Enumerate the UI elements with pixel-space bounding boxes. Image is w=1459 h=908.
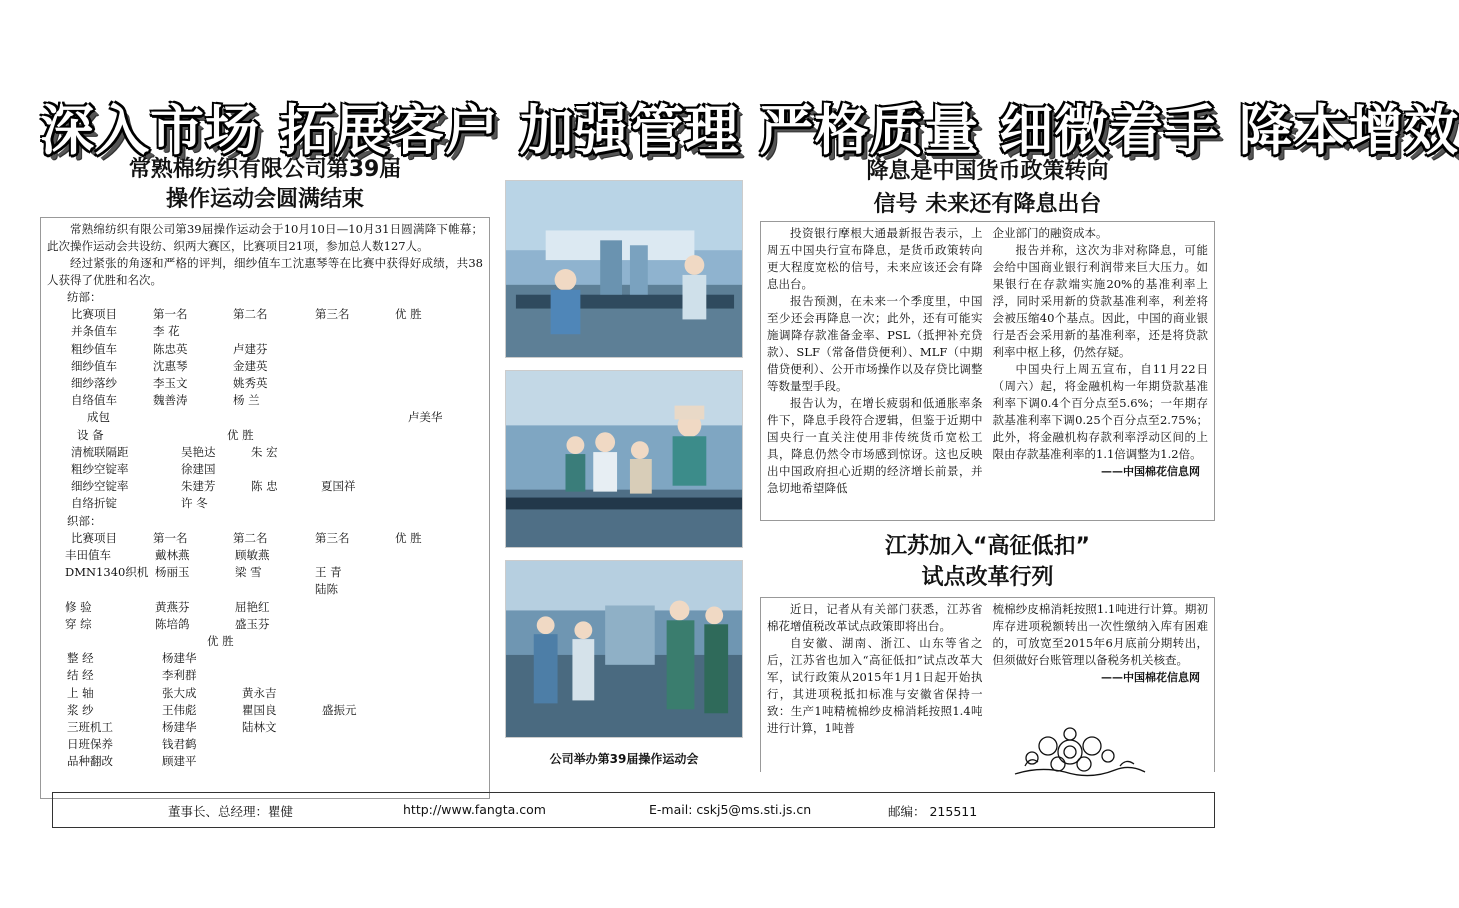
result-cell <box>395 341 455 358</box>
result-cell: 姚秀英 <box>233 376 268 391</box>
photo-caption: 公司举办第39届操作运动会 <box>549 752 699 766</box>
result-cell: 第三名 <box>315 307 350 322</box>
result-cell <box>315 392 395 409</box>
right-top-paragraph: 报告并称，这次为非对称降息，可能会给中国商业银行利润带来巨大压力。如果银行在存款端实施20%的基准利率上浮，同时采用新的贷款基准利率，利差将会被压缩40个基点。因此，中国的商业银行是否会采用新的基准利率，还是将贷款利率中枢上移，仍然存疑。 <box>992 243 1208 359</box>
weave-result-row <box>47 702 483 719</box>
footer-website[interactable]: http://www.fangta.com <box>403 802 546 817</box>
result-cell: 清梳联隔距 <box>71 444 129 459</box>
right-top-paragraph: 报告预测，在未来一个季度里，中国至少还会再降息一次；此外，还有可能实施调降存款准备金率、PSL（抵押补充贷款）、SLF（常备借贷便利）、MLF（中期借贷便利）、公开市场操作以及存贷比调整等数量型手段。 <box>767 294 983 393</box>
result-cell: 成包 <box>87 410 110 425</box>
result-cell <box>395 547 455 564</box>
footer-chairman: 董事长、总经理：瞿健 <box>168 804 294 819</box>
result-cell: 朱建芳 <box>181 479 216 494</box>
result-cell <box>235 581 315 598</box>
right-bottom-col-2 <box>993 601 1209 737</box>
result-cell <box>395 564 455 581</box>
result-cell: 徐建国 <box>181 462 216 477</box>
footer-email[interactable]: E-mail: cskj5@ms.sti.js.cn <box>649 802 812 817</box>
result-cell <box>322 650 412 667</box>
right-top-paragraph: 中国央行上周五宣布，自11月22日（周六）起，将金融机构一年期贷款基准利率下调0.4个百分点至5.6%；一年期存款基准利率下调0.25个百分点至2.75%；此外，将金融机构存款利率浮动区间的上限由存款基准利率的1.1倍调整为1.2倍。 <box>992 362 1208 461</box>
result-cell <box>315 341 395 358</box>
result-cell: 结 经 <box>67 668 94 683</box>
weave-section-label: 织部： <box>67 513 102 528</box>
weave-youxiu-row <box>47 633 483 650</box>
result-cell <box>322 667 412 684</box>
result-cell: 卢美华 <box>407 410 443 425</box>
result-cell: 自络值车 <box>71 393 117 408</box>
result-cell: 三班机工 <box>67 720 113 735</box>
result-cell: 沈惠琴 <box>153 358 188 373</box>
result-cell <box>322 736 412 753</box>
photo-spinning-floor <box>505 180 743 358</box>
result-cell <box>242 753 322 770</box>
weave-result-row <box>47 616 483 633</box>
spin-result-row <box>47 323 483 340</box>
result-cell <box>67 633 207 650</box>
result-cell: 顾敏燕 <box>235 548 270 563</box>
result-cell: 细纱落纱 <box>71 376 117 391</box>
left-title-line-1: 常熟棉纺织有限公司第39届 <box>128 157 402 182</box>
photo-column <box>505 180 743 767</box>
result-cell <box>321 444 401 461</box>
result-cell: 许 冬 <box>181 496 208 511</box>
result-cell <box>322 719 412 736</box>
result-cell: 细纱空锭率 <box>71 479 129 494</box>
result-cell: 设 备 <box>77 427 104 442</box>
result-cell: 优 胜 <box>227 427 254 442</box>
right-bottom-col-1 <box>767 601 983 737</box>
right-top-title <box>760 155 1215 221</box>
result-cell <box>242 667 322 684</box>
result-cell <box>207 427 227 444</box>
spin-result-row <box>47 375 483 392</box>
result-cell: 并条值车 <box>71 324 117 339</box>
right-top-paragraph: 企业部门的融资成本。 <box>992 226 1108 240</box>
weave-result-row <box>47 581 483 598</box>
result-cell <box>322 685 412 702</box>
footer-bar <box>52 792 1215 828</box>
result-cell: 陈忠英 <box>153 341 188 356</box>
result-cell: 屈艳红 <box>235 599 270 614</box>
result-cell: 盛振元 <box>322 702 357 717</box>
result-cell: 上 轴 <box>67 685 94 700</box>
spin-section-label: 纺部： <box>67 290 102 304</box>
result-cell: 戴林燕 <box>155 548 190 563</box>
right-bottom-title-line-1: 江苏加入“高征低扣” <box>885 534 1090 559</box>
result-cell: 黄永吉 <box>242 685 277 700</box>
result-cell: 自络折锭 <box>71 496 117 511</box>
result-cell <box>233 323 315 340</box>
right-bottom-title <box>760 531 1215 593</box>
result-cell <box>315 599 395 616</box>
result-cell <box>295 409 370 426</box>
result-cell: 细纱值车 <box>71 358 117 373</box>
result-cell: 第一名 <box>153 530 188 545</box>
result-cell <box>395 392 455 409</box>
result-cell: 吴艳达 <box>181 444 216 459</box>
weave-result-row <box>47 736 483 753</box>
left-article-body <box>47 221 483 289</box>
equip-result-row <box>47 495 483 512</box>
weave-result-row <box>47 685 483 702</box>
right-bottom-paragraph: 梳棉纱皮棉消耗按照1.1吨进行计算。期初库存进项税额转出一次性缴纳入库有困难的，可放宽至2015年6月底前分期转出，但须做好台账管理以备税务机关核查。 <box>992 602 1208 667</box>
weave-header-row <box>47 530 483 547</box>
weave-result-row <box>47 599 483 616</box>
left-paragraph: 经过紧张的角逐和严格的评判，细纱值车工沈惠琴等在比赛中获得好成绩，共38人获得了优胜和名次。 <box>47 256 483 287</box>
result-cell <box>155 581 235 598</box>
result-cell <box>315 323 395 340</box>
result-cell: 浆 纱 <box>67 702 94 717</box>
left-article-title <box>40 155 490 215</box>
footer-postcode: 邮编： 215511 <box>888 804 978 819</box>
result-cell: 整 经 <box>67 651 94 666</box>
result-cell: 第一名 <box>153 307 188 322</box>
result-cell <box>321 461 401 478</box>
right-column <box>760 155 1215 795</box>
result-cell: 第三名 <box>315 530 350 545</box>
result-cell: 朱 宏 <box>251 444 278 459</box>
left-article-box <box>40 217 490 799</box>
result-cell: 陆陈 <box>315 582 338 597</box>
result-cell: 盛玉芬 <box>235 616 270 631</box>
spin-result-row <box>47 358 483 375</box>
result-cell: 杨建华 <box>162 720 197 735</box>
result-cell: 夏国祥 <box>321 479 356 494</box>
result-cell <box>65 581 155 598</box>
result-cell: 杨建华 <box>162 651 197 666</box>
weave-result-row <box>47 564 483 581</box>
result-cell: 穿 综 <box>65 616 92 631</box>
result-cell: 顾建平 <box>162 754 197 769</box>
result-cell <box>395 358 455 375</box>
result-cell <box>370 409 408 426</box>
result-cell <box>315 358 395 375</box>
result-cell <box>395 616 455 633</box>
result-cell: 梁 雪 <box>235 565 262 580</box>
result-cell: 李玉文 <box>153 376 188 391</box>
right-top-paragraph: 报告认为，在增长疲弱和低通胀率条件下，降息手段符合逻辑，但鉴于近期中国央行一直关注使用非传统货币宽松工具，降息仍然令市场感到惊讶。这也反映出中国政府担心近期的经济增长前景，并急切地希望降低 <box>767 396 983 495</box>
right-top-title-line-1: 降息是中国货币政策转向 <box>866 159 1109 184</box>
result-cell: 张大成 <box>162 685 197 700</box>
result-cell <box>242 650 322 667</box>
result-cell: 瞿国良 <box>242 702 277 717</box>
result-cell: 陈 忠 <box>251 479 278 494</box>
result-cell: 品种翻改 <box>67 754 113 769</box>
result-cell: 日班保养 <box>67 737 113 752</box>
page-headline: 深入市场 拓展客户 加强管理 严格质量 细微着手 降本增效 <box>40 99 1459 162</box>
equip-result-row <box>47 478 483 495</box>
result-cell <box>395 323 455 340</box>
weave-result-row <box>47 667 483 684</box>
right-bottom-title-line-2: 试点改革行列 <box>921 565 1054 590</box>
result-cell: 丰田值车 <box>65 548 111 563</box>
result-cell <box>395 599 455 616</box>
result-cell: 比赛项目 <box>71 530 117 545</box>
spin-header-row <box>47 306 483 323</box>
result-cell: 比赛项目 <box>71 307 117 322</box>
result-cell <box>251 461 321 478</box>
result-cell: 陆林文 <box>242 720 277 735</box>
right-top-col-2 <box>993 225 1209 497</box>
left-paragraph: 常熟绵纺织有限公司第39届操作运动会于10月10日—10月31日圆满降下帷幕；此次操作运动会共设纺、织两大赛区，比赛项目21项，参加总人数127人。 <box>47 222 483 253</box>
result-cell <box>322 753 412 770</box>
right-bottom-paragraph: 自安徽、湖南、浙江、山东等省之后，江苏省也加入“高征低扣”试点改革大军，试行政策从2015年1月1日起开始执行，其进项税抵扣标准与安徽省保持一致：生产1吨精梳棉纱皮棉消耗按照1.4吨进行计算，1吨普 <box>767 636 983 735</box>
weave-result-row <box>47 719 483 736</box>
result-cell: 钱君鹤 <box>162 737 197 752</box>
equip-result-row <box>47 444 483 461</box>
result-cell: 王 青 <box>315 565 342 580</box>
result-cell <box>242 736 322 753</box>
result-cell: 魏善涛 <box>153 393 188 408</box>
result-cell <box>395 375 455 392</box>
flower-ornament-icon <box>1010 726 1150 786</box>
result-cell: 卢建芬 <box>233 341 268 356</box>
result-cell: 王伟彪 <box>162 702 197 717</box>
result-cell: 粗纱值车 <box>71 341 117 356</box>
spin-result-row <box>47 392 483 409</box>
photo-weaving-floor <box>505 560 743 738</box>
spin-result-row <box>47 409 483 426</box>
equip-header-row <box>47 427 483 444</box>
result-cell: 第二名 <box>233 307 268 322</box>
result-cell <box>315 547 395 564</box>
result-cell <box>395 581 455 598</box>
result-cell: 陈培鸽 <box>155 616 190 631</box>
result-cell: 杨 兰 <box>233 393 260 408</box>
right-top-credit: ——中国棉花信息网 <box>1101 465 1200 478</box>
weave-result-row <box>47 650 483 667</box>
results-list <box>47 289 483 771</box>
result-cell: 李 花 <box>153 324 180 339</box>
result-cell: DMN1340织机 <box>65 565 149 580</box>
result-cell: 优 胜 <box>395 307 422 322</box>
result-cell <box>315 375 395 392</box>
result-cell <box>315 616 395 633</box>
left-article <box>40 155 490 795</box>
result-cell: 粗纱空锭率 <box>71 462 129 477</box>
result-cell <box>251 495 321 512</box>
result-cell: 优 胜 <box>207 634 234 649</box>
right-bottom-paragraph: 近日，记者从有关部门获悉，江苏省棉花增值税改革试点政策即将出台。 <box>767 602 983 633</box>
equip-result-row <box>47 461 483 478</box>
right-top-paragraph: 投资银行摩根大通最新报告表示，上周五中国央行宣布降息，是货币政策转向更大程度宽松的信号，未来应该还会有降息出台。 <box>767 226 983 291</box>
result-cell: 李利群 <box>162 668 197 683</box>
result-cell: 黄燕芬 <box>155 599 190 614</box>
result-cell: 优 胜 <box>395 530 422 545</box>
right-top-title-line-2: 信号 未来还有降息出台 <box>873 192 1102 217</box>
result-cell <box>218 409 295 426</box>
result-cell: 修 验 <box>65 599 92 614</box>
right-top-article <box>760 221 1215 521</box>
weave-result-row <box>47 547 483 564</box>
weave-result-row <box>47 753 483 770</box>
result-cell: 杨丽玉 <box>155 565 190 580</box>
result-cell <box>321 495 401 512</box>
left-title-line-2: 操作运动会圆满结束 <box>165 187 364 212</box>
result-cell: 第二名 <box>233 530 268 545</box>
spin-result-row <box>47 341 483 358</box>
right-bottom-credit: ——中国棉花信息网 <box>1101 671 1200 684</box>
result-cell <box>143 409 218 426</box>
result-cell: 金建英 <box>233 358 268 373</box>
photo-group-inspection <box>505 370 743 548</box>
right-top-col-1 <box>767 225 983 497</box>
